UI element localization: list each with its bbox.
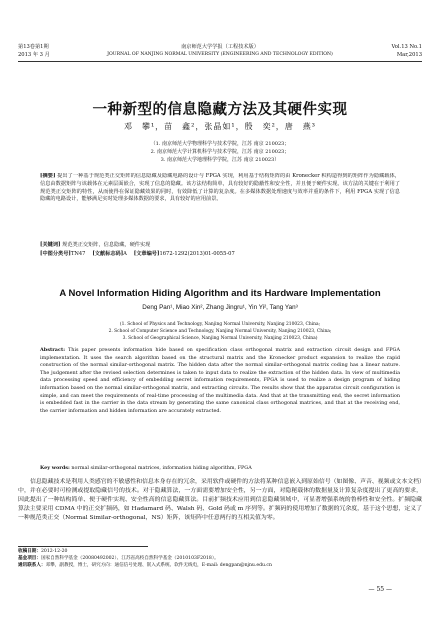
header-issue-cn: 第13卷第1期	[18, 44, 49, 50]
footnote-funding-label: 基金项目：	[18, 556, 41, 561]
class-label: [中图分类号]	[40, 251, 71, 257]
header-journal-en: JOURNAL OF NANJING NORMAL UNIVERSITY (ENGINEERING AND TECHNOLOGY EDITION)	[107, 52, 333, 57]
footnote-contact	[18, 563, 422, 569]
header-volume: Vol.13 No.1	[391, 44, 422, 50]
doccode-label: [文献标志码]	[92, 251, 124, 257]
footnote-rule	[18, 546, 148, 547]
affiliation-cn-2: 2. 南京师范大学计算机科学与技术学院，江苏 南京 210023；	[150, 149, 290, 155]
footnote-contact-label: 通讯联系人：	[18, 563, 46, 568]
paper-title-cn: 一种新型的信息隐藏方法及其硬件实现	[92, 101, 348, 118]
abstract-en-text: This paper presents information hide based on specification class orthogonal matrix and extraction circuit design and FPGA implementation. It uses the search algorithm based on the structural matrix and the Kronecker product expansion to realize the rapid construction of the normal similar-orthogonal matrix. The hidden data after the normal similar-orthogonal matrix coding has a linear nature. The judgement after the revised selection determines is taken to input data to realize the extraction of the hidden data. In view of multimedia data processing speed and efficiency of embedding secret information requirements, FPGA is used to realize a design program of hiding information based on the normal similar-orthogonal matrix, and extracting circuits. The results show that the apparatus circuit configuration is simple, and can meet the requirements of real-time processing of the multimedia data. And that at the transmitting end, the secret information is embedded fast in the carrier in the data stream by generating the same canonical class orthogonal matrices, and that at the receiving end, the carrier information and hidden information are accurately extracted.	[40, 347, 400, 414]
abstract-cn	[40, 173, 400, 221]
affiliation-en-3: 3. School of Geographical Science, Nanjing Normal University, Nanjing 210023, China)	[122, 336, 318, 341]
keywords-cn-text: 规范类正交矩阵，信息隐藏，硬件实现	[62, 242, 151, 248]
page-number: — 55 —	[369, 586, 392, 593]
classification-cn	[40, 251, 400, 259]
header-date-en: Mar,2013	[396, 52, 422, 58]
footnote-received-text: 2012-12-20	[40, 549, 68, 554]
header-rule	[18, 61, 422, 62]
authors-en: Deng Pan¹, Miao Xin², Zhang Jingru¹, Yin Yi², Tang Yan³	[142, 304, 298, 311]
authors-cn: 邓 攀¹，苗 鑫²，张晶如¹，殷 奕²，唐 燕³	[123, 122, 317, 131]
body-intro-paragraph: 信息隐藏技术是利用人类感官的不敏感性和信息本身存在的冗余，采用软件或硬件的方法将某种信息嵌入到原始信号（如图像、声音、视频或文本文档）中，并在必要时可检测或提取隐藏信号的技术。对于隐藏算法，一方面需要增加安全性，另一方面，对隐秘载体的数据量及计算复杂度提出了更高的要求，因此提出了一种结构简单、便于硬件实现、安全性高的信息隐藏算法。目前扩频技术应用到信息隐藏领域中，可显著增强系统的鲁棒性和安全性。扩频隐藏算法主要采用 CDMA 中的正交扩频码，如 Hadamard 码、Walsh 码、Gold 码或 m 序列等。扩频码的使用增加了数据的冗余度，基于这个思想，定义了一种规范类正交（Normal Similar-orthogonal，NS）矩阵，该矩阵中任意两行的互相关值为零。	[18, 479, 422, 521]
footnote-received	[18, 549, 422, 555]
keywords-cn	[40, 242, 400, 250]
affiliation-en-1: (1. School of Physics and Technology, Nanjing Normal University, Nanjing 210023, China;	[119, 322, 321, 327]
header-journal-cn: 南京师范大学学报（工程技术版）	[181, 44, 259, 50]
abstract-cn-text: 提出了一种基于规范类正交矩阵的信息隐藏及隐藏电路的设计与 FPGA 实现，利用基于结构矩阵的由 Kronecker 积构造得到的矩阵作为隐藏载体，信息由数据矩阵与该载体在元素层面嵌合，实现了信息的隐藏。该方法结构简单，具有较好的隐蔽性和安全性，并且便于硬件实现。该方法的关键在于利用了规范类正交矩阵的特性，从而使得在保证隐藏效果的同时，有效降低了计算的复杂度。在多媒体数据处理速度与效率并重的条件下，利用 FPGA 实现了信息隐藏的电路设计，能够满足实时处理多媒体数据的要求，具有较好的应用前景。	[40, 173, 400, 203]
keywords-en-label: Key words:	[40, 465, 70, 471]
footnote-received-label: 收稿日期：	[18, 549, 41, 554]
footnote-funding	[18, 556, 422, 562]
keywords-cn-label: [关键词]	[40, 242, 61, 248]
affiliation-cn-1: （1. 南京师范大学物理科学与技术学院，江苏 南京 210023；	[150, 141, 290, 147]
footnote-contact-text: 邓攀，副教授，博士，研究方向：通信信号处理、嵌入式系统、软件无线电，E-mail: dengpan@njnu.edu.cn	[45, 563, 272, 568]
abstract-cn-label: [摘要]	[40, 173, 56, 179]
affiliation-cn-3: 3. 南京师范大学地理科学学院，江苏 南京 210023）	[160, 157, 280, 163]
abstract-en-label: Abstract:	[40, 347, 66, 353]
keywords-en-text: normal similar-orthogonal matrices, information hiding algorithm, FPGA	[71, 465, 252, 471]
class-value: TN47	[70, 251, 86, 257]
paper-title-en: A Novel Information Hiding Algorithm and its Hardware Implementation	[59, 288, 381, 299]
abstract-en	[40, 347, 400, 415]
header-date-cn: 2013 年 3 月	[18, 52, 50, 58]
footnote-funding-text: 国家自然科学基金（20080492002）、江苏省高校自然科学基金（2010103F2018）。	[40, 556, 219, 561]
articleid-label: [文章编号]	[133, 251, 160, 257]
articleid-value: 1672-1292(2013)01-0055-07	[159, 251, 235, 257]
keywords-en	[40, 465, 400, 473]
affiliation-en-2: 2. School of Computer Science and Technology, Nanjing Normal University, Nanjing 210023, China;	[108, 329, 332, 334]
doccode-value: A	[123, 251, 127, 257]
